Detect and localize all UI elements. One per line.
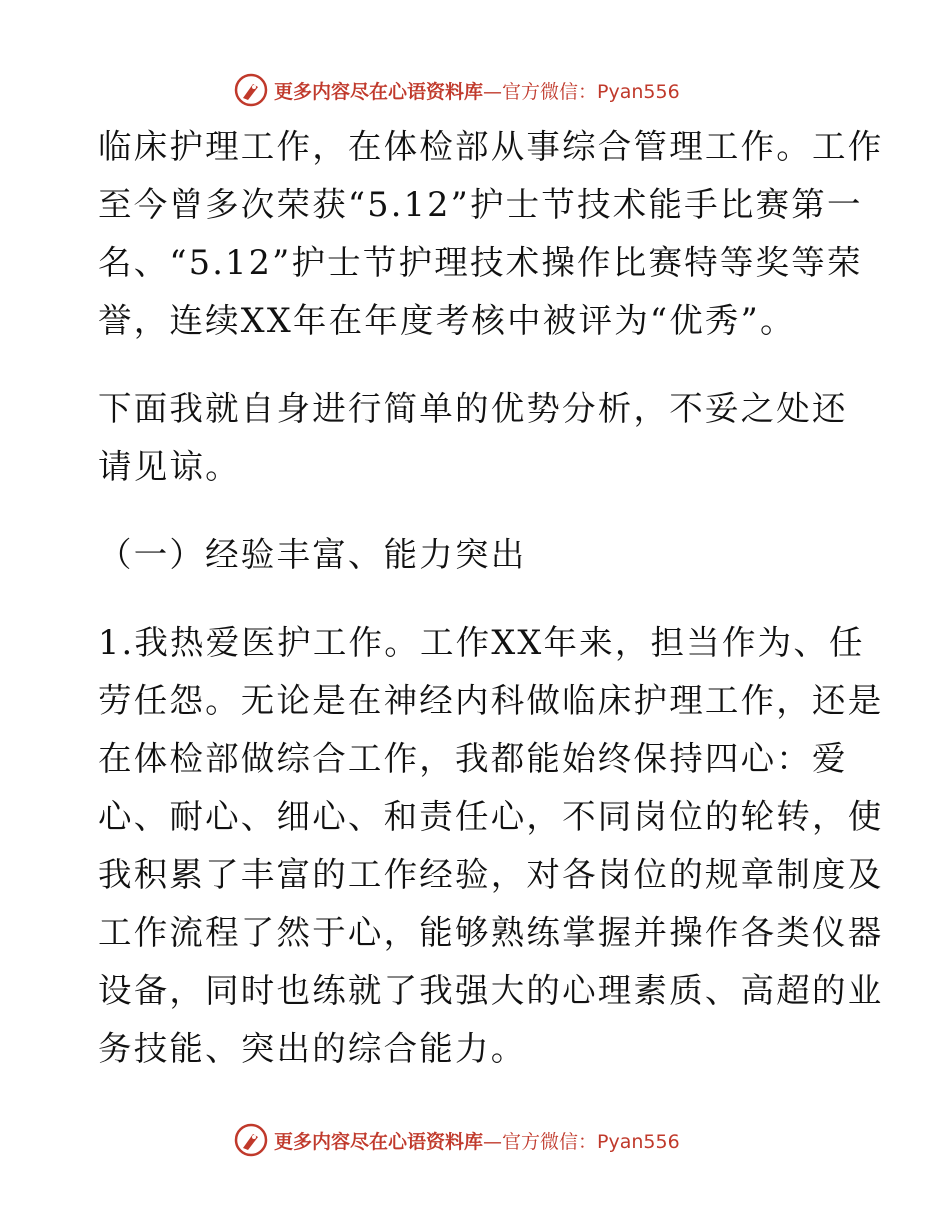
document-body (98, 118, 884, 1078)
text-line: 设备，同时也练就了我强大的心理素质、高超的业 (98, 971, 884, 1010)
text-line: 务技能、突出的综合能力。 (98, 1029, 527, 1068)
watermark-main-text: 更多内容尽在心语资料库 (274, 80, 484, 103)
text-line: 名、“5.12”护士节护理技术操作比赛特等奖等荣 (98, 243, 863, 282)
header-watermark (234, 72, 680, 108)
pen-nib-logo-icon (234, 1123, 268, 1157)
paragraph-background (98, 118, 884, 350)
section-heading (98, 526, 858, 584)
text-line: 心、耐心、细心、和责任心，不同岗位的轮转，使 (98, 797, 884, 836)
text-line: 我积累了丰富的工作经验，对各岗位的规章制度及 (98, 855, 884, 894)
heading-line: （一）经验丰富、能力突出 (98, 535, 527, 574)
text-line: 请见谅。 (98, 447, 241, 486)
text-line: 誉，连续XX年在年度考核中被评为“优秀”。 (98, 301, 796, 340)
pen-nib-logo-icon (234, 73, 268, 107)
paragraph-intro (98, 380, 858, 496)
watermark-main-text: 更多内容尽在心语资料库 (274, 1130, 484, 1153)
text-line: 至今曾多次荣获“5.12”护士节技术能手比赛第一 (98, 185, 863, 224)
text-line: 下面我就自身进行简单的优势分析，不妥之处还 (98, 389, 848, 428)
footer-watermark (234, 1122, 680, 1158)
text-line: 1.我热爱医护工作。工作XX年来，担当作为、任 (98, 623, 865, 662)
paragraph-point-1 (98, 614, 884, 1078)
watermark-contact-text: —官方微信：Pyan556 (483, 1130, 680, 1153)
watermark-contact-text: —官方微信：Pyan556 (483, 80, 680, 103)
text-line: 劳任怨。无论是在神经内科做临床护理工作，还是 (98, 681, 884, 720)
text-line: 在体检部做综合工作，我都能始终保持四心：爱 (98, 739, 848, 778)
text-line: 工作流程了然于心，能够熟练掌握并操作各类仪器 (98, 913, 884, 952)
text-line: 临床护理工作，在体检部从事综合管理工作。工作 (98, 127, 884, 166)
